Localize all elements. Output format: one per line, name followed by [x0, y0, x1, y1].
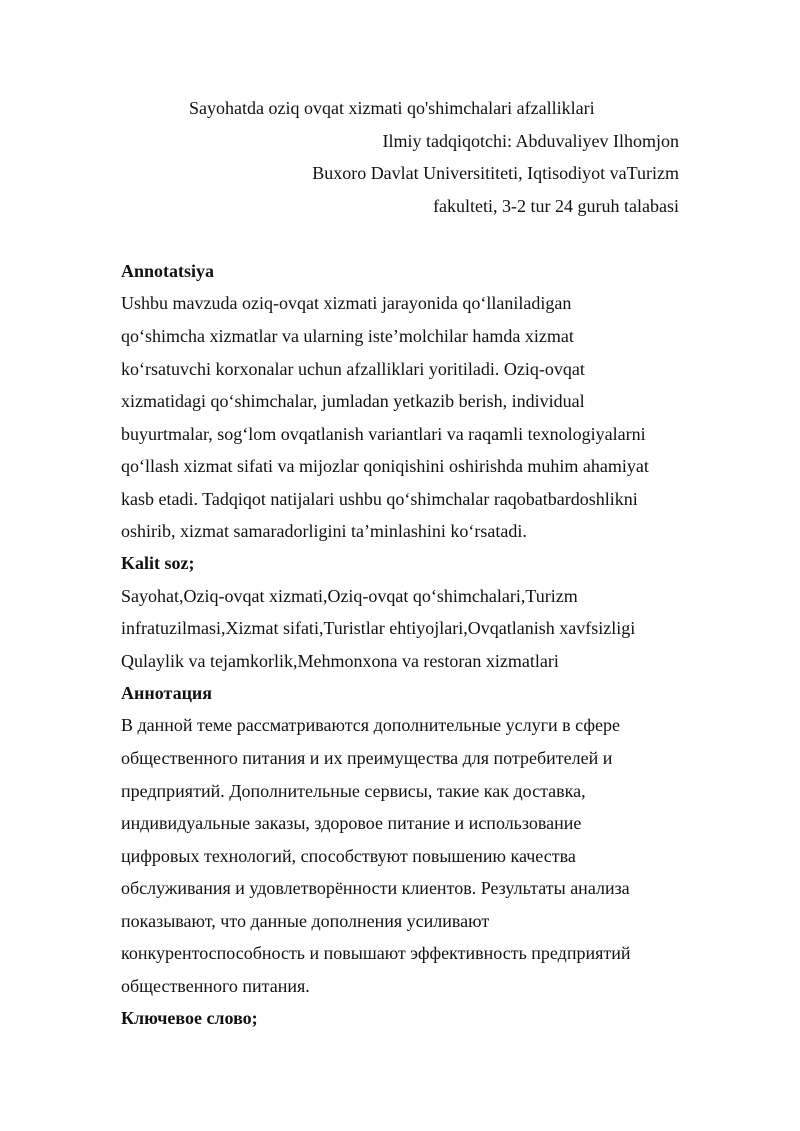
annotation-ru-heading: Аннотация: [121, 683, 213, 703]
paper-title: Sayohatda oziq ovqat xizmati qo'shimchalari afzalliklari: [189, 98, 595, 118]
keywords-uz-line: infratuzilmasi,Xizmat sifati,Turistlar ehtiyojlari,Ovqatlanish xavfsizligi: [121, 618, 636, 638]
keywords-uz-line: Sayohat,Oziq-ovqat xizmati,Oziq-ovqat qo‘shimchalari,Turizm: [121, 586, 578, 606]
annotation-ru-line: индивидуальные заказы, здоровое питание и использование: [121, 813, 582, 833]
faculty-line: fakulteti, 3-2 tur 24 guruh talabasi: [433, 196, 679, 216]
annotation-uz-line: kasb etadi. Tadqiqot natijalari ushbu qo‘shimchalar raqobatbardoshlikni: [121, 489, 638, 509]
annotation-ru-line: показывают, что данные дополнения усиливают: [121, 911, 490, 931]
annotation-uz-line: buyurtmalar, sog‘lom ovqatlanish variantlari va raqamli texnologiyalarni: [121, 424, 646, 444]
keywords-uz-heading: Kalit soz;: [121, 553, 195, 573]
annotation-ru-line: общественного питания и их преимущества для потребителей и: [121, 748, 613, 768]
annotation-uz-line: Ushbu mavzuda oziq-ovqat xizmati jarayonida qo‘llaniladigan: [121, 293, 572, 313]
annotation-uz-line: ko‘rsatuvchi korxonalar uchun afzalliklari yoritiladi. Oziq-ovqat: [121, 359, 585, 379]
annotation-uz-heading: Annotatsiya: [121, 261, 215, 281]
annotation-uz-line: xizmatidagi qo‘shimchalar, jumladan yetkazib berish, individual: [121, 391, 585, 411]
annotation-ru-line: предприятий. Дополнительные сервисы, такие как доставка,: [121, 781, 586, 801]
researcher-line: Ilmiy tadqiqotchi: Abduvaliyev Ilhomjon: [382, 131, 679, 151]
university-line: Buxoro Davlat Universititeti, Iqtisodiyot vaTurizm: [312, 163, 679, 183]
keywords-uz-line: Qulaylik va tejamkorlik,Mehmonxona va restoran xizmatlari: [121, 651, 559, 671]
annotation-uz-line: qo‘llash xizmat sifati va mijozlar qoniqishini oshirishda muhim ahamiyat: [121, 456, 649, 476]
annotation-ru-line: цифровых технологий, способствуют повышению качества: [121, 846, 576, 866]
annotation-uz-line: qo‘shimcha xizmatlar va ularning iste’molchilar hamda xizmat: [121, 326, 574, 346]
annotation-uz-line: oshirib, xizmat samaradorligini ta’minlashini ko‘rsatadi.: [121, 521, 527, 541]
annotation-ru-line: общественного питания.: [121, 976, 310, 996]
keywords-ru-heading: Ключевое слово;: [121, 1008, 258, 1028]
annotation-ru-line: В данной теме рассматриваются дополнительные услуги в сфере: [121, 715, 620, 735]
annotation-ru-line: конкурентоспособность и повышают эффективность предприятий: [121, 943, 631, 963]
annotation-ru-line: обслуживания и удовлетворённости клиентов. Результаты анализа: [121, 878, 630, 898]
